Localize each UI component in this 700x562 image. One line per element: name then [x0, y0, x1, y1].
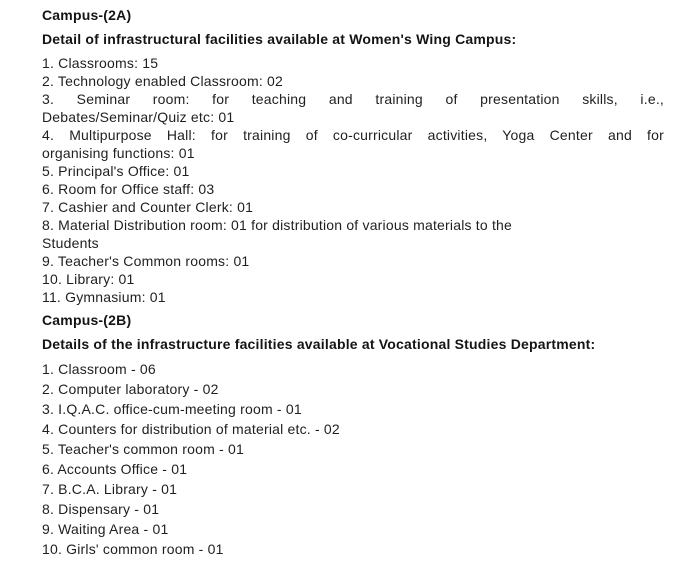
list-item	[42, 54, 664, 72]
list-item-line: 10. Girls' common room - 01	[42, 541, 224, 557]
list-item-line: 8. Material Distribution room: 01 for distribution of various materials to the	[42, 217, 513, 233]
list-item	[42, 198, 664, 216]
list-item-line: 5. Teacher's common room - 01	[42, 441, 244, 457]
list-item	[42, 359, 664, 379]
section-subtitle-campus-2a: Detail of infrastructural facilities available at Women's Wing Campus:	[42, 31, 517, 47]
list-item-line: 9. Teacher's Common rooms: 01	[42, 253, 250, 269]
section-campus-2a	[42, 6, 664, 306]
facility-list-campus-2a	[42, 54, 664, 306]
list-item	[42, 72, 664, 90]
list-item-line: 2. Technology enabled Classroom: 02	[42, 73, 284, 89]
list-item-line: 11. Gymnasium: 01	[42, 289, 166, 305]
list-item	[42, 379, 664, 399]
list-item	[42, 252, 664, 270]
list-item-line: 1. Classrooms: 15	[42, 55, 159, 71]
list-item-line: 6. Accounts Office - 01	[42, 461, 188, 477]
list-item	[42, 162, 664, 180]
list-item	[42, 216, 664, 252]
list-item-line: 7. Cashier and Counter Clerk: 01	[42, 199, 254, 215]
list-item-line: 6. Room for Office staff: 03	[42, 181, 215, 197]
list-item-line: 1. Classroom - 06	[42, 361, 156, 377]
list-item-line: 8. Dispensary - 01	[42, 501, 160, 517]
list-item-line: 2. Computer laboratory - 02	[42, 381, 219, 397]
list-item	[42, 419, 664, 439]
list-item	[42, 459, 664, 479]
facility-list-campus-2b	[42, 359, 664, 559]
section-title-campus-2a: Campus-(2A)	[42, 7, 132, 23]
list-item	[42, 519, 664, 539]
list-item	[42, 288, 664, 306]
list-item	[42, 499, 664, 519]
list-item	[42, 539, 664, 559]
list-item-line: 4. Counters for distribution of material etc. - 02	[42, 421, 340, 437]
list-item-line: organising functions: 01	[42, 145, 195, 161]
list-item	[42, 479, 664, 499]
list-item	[42, 126, 664, 162]
list-item-line: Students	[42, 235, 99, 251]
list-item	[42, 439, 664, 459]
list-item	[42, 180, 664, 198]
list-item-line: 3. Seminar room: for teaching and training of presentation skills, i.e.,	[42, 91, 664, 107]
section-campus-2b	[42, 311, 664, 559]
list-item	[42, 270, 664, 288]
list-item-line: 9. Waiting Area - 01	[42, 521, 169, 537]
section-subtitle-campus-2b: Details of the infrastructure facilities available at Vocational Studies Department:	[42, 336, 596, 352]
list-item-line: Debates/Seminar/Quiz etc: 01	[42, 109, 235, 125]
list-item-line: 3. I.Q.A.C. office-cum-meeting room - 01	[42, 401, 302, 417]
list-item-line: 7. B.C.A. Library - 01	[42, 481, 178, 497]
list-item	[42, 90, 664, 126]
list-item	[42, 399, 664, 419]
list-item-line: 5. Principal's Office: 01	[42, 163, 190, 179]
section-title-campus-2b: Campus-(2B)	[42, 312, 132, 328]
list-item-line: 10. Library: 01	[42, 271, 135, 287]
list-item-line: 4. Multipurpose Hall: for training of co-curricular activities, Yoga Center and for	[42, 127, 664, 143]
